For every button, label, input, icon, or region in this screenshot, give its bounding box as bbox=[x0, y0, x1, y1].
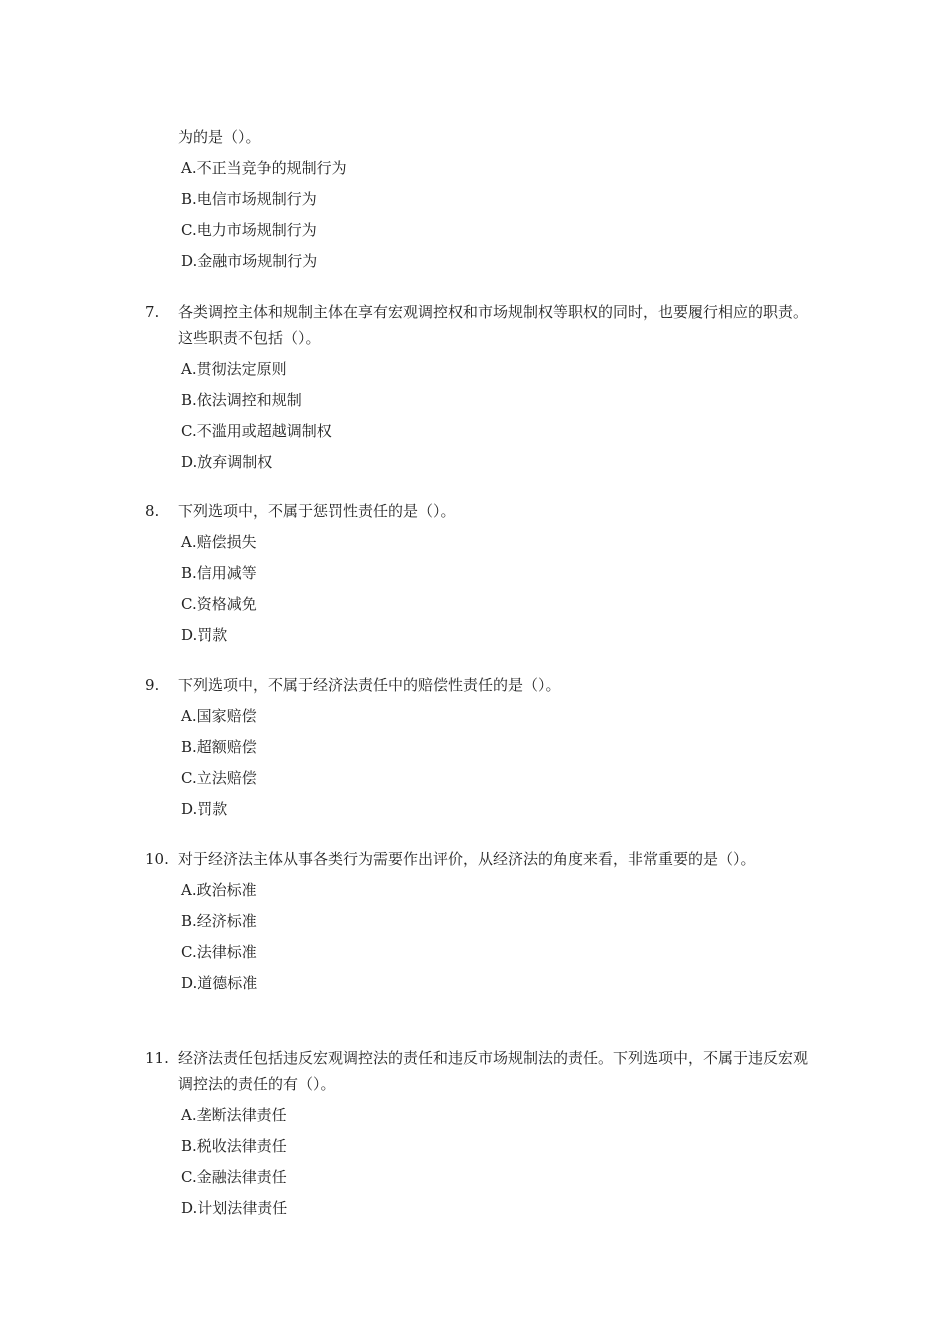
options bbox=[181, 703, 810, 827]
option-a: A.国家赔偿 bbox=[181, 707, 257, 725]
question-8 bbox=[145, 498, 810, 653]
options bbox=[181, 1102, 810, 1226]
option-d: D.罚款 bbox=[181, 626, 228, 644]
question-stem: 经济法责任包括违反宏观调控法的责任和违反市场规制法的责任。下列选项中，不属于违反宏观调控法的责任的有（）。 bbox=[178, 1049, 809, 1093]
option-c: C.立法赔偿 bbox=[181, 769, 257, 787]
options bbox=[181, 356, 810, 480]
question-stem: 下列选项中，不属于惩罚性责任的是（）。 bbox=[178, 502, 456, 520]
question-number: 7. bbox=[145, 303, 160, 321]
option-d: D.放弃调制权 bbox=[181, 453, 273, 471]
option-b: B.电信市场规制行为 bbox=[181, 190, 317, 208]
question-7 bbox=[145, 299, 810, 480]
option-b: B.依法调控和规制 bbox=[181, 391, 302, 409]
option-a: A.政治标准 bbox=[181, 881, 257, 899]
option-b: B.信用减等 bbox=[181, 564, 257, 582]
option-c: C.资格减免 bbox=[181, 595, 257, 613]
question-stem-continued: 为的是（）。 bbox=[178, 128, 261, 146]
question-stem: 各类调控主体和规制主体在享有宏观调控权和市场规制权等职权的同时，也要履行相应的职责。这些职责不包括（）。 bbox=[178, 303, 809, 347]
option-d: D.道德标准 bbox=[181, 974, 258, 992]
option-d: D.金融市场规制行为 bbox=[181, 252, 318, 270]
option-b: B.税收法律责任 bbox=[181, 1137, 287, 1155]
option-c: C.电力市场规制行为 bbox=[181, 221, 317, 239]
question-11 bbox=[145, 1045, 810, 1226]
option-d: D.计划法律责任 bbox=[181, 1199, 288, 1217]
question-number: 10. bbox=[145, 850, 169, 868]
option-b: B.超额赔偿 bbox=[181, 738, 257, 756]
option-a: A.不正当竞争的规制行为 bbox=[181, 159, 347, 177]
option-a: A.垄断法律责任 bbox=[181, 1106, 287, 1124]
question-number: 9. bbox=[145, 676, 160, 694]
option-d: D.罚款 bbox=[181, 800, 228, 818]
options-continued bbox=[181, 155, 347, 279]
question-number: 11. bbox=[145, 1049, 169, 1067]
option-b: B.经济标准 bbox=[181, 912, 257, 930]
option-c: C.法律标准 bbox=[181, 943, 257, 961]
question-stem: 下列选项中，不属于经济法责任中的赔偿性责任的是（）。 bbox=[178, 676, 561, 694]
question-stem: 对于经济法主体从事各类行为需要作出评价，从经济法的角度来看，非常重要的是（）。 bbox=[178, 850, 756, 868]
option-a: A.赔偿损失 bbox=[181, 533, 257, 551]
option-c: C.不滥用或超越调制权 bbox=[181, 422, 332, 440]
question-10 bbox=[145, 846, 810, 1001]
question-9 bbox=[145, 672, 810, 827]
options bbox=[181, 877, 810, 1001]
option-c: C.金融法律责任 bbox=[181, 1168, 287, 1186]
option-a: A.贯彻法定原则 bbox=[181, 360, 287, 378]
question-number: 8. bbox=[145, 502, 160, 520]
options bbox=[181, 529, 810, 653]
